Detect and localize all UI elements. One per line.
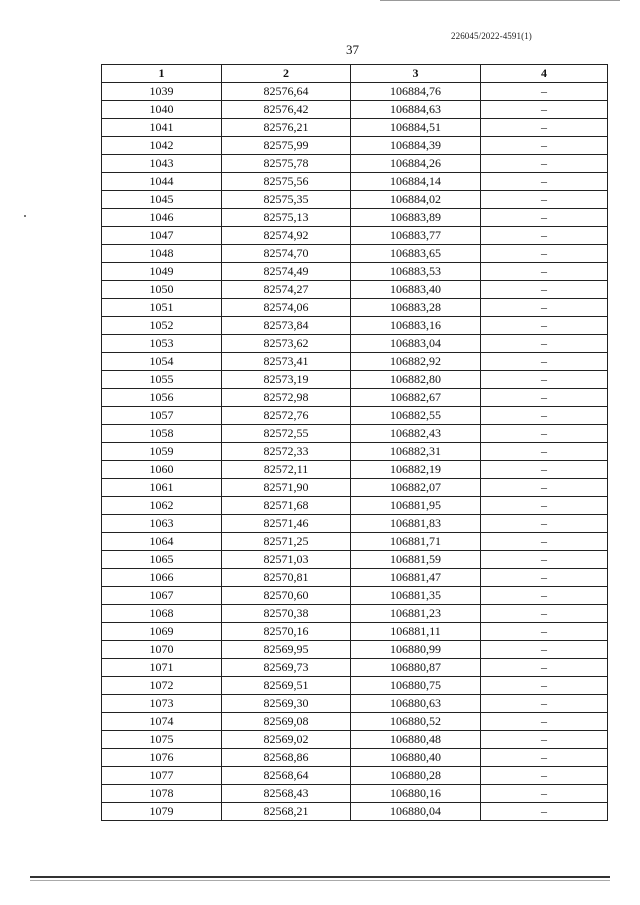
page-number: 37: [346, 42, 359, 57]
note-cell: –: [481, 803, 608, 821]
y-coordinate-cell: 106881,35: [351, 587, 481, 605]
note-cell: –: [481, 605, 608, 623]
y-coordinate-cell: 106884,63: [351, 101, 481, 119]
note-cell: –: [481, 281, 608, 299]
table-row: [102, 731, 608, 749]
note-cell: –: [481, 317, 608, 335]
table-row: [102, 479, 608, 497]
note-cell: –: [481, 515, 608, 533]
table-row: [102, 281, 608, 299]
point-number-cell: 1050: [102, 281, 222, 299]
x-coordinate-cell: 82574,27: [222, 281, 351, 299]
x-coordinate-cell: 82575,13: [222, 209, 351, 227]
note-cell: –: [481, 353, 608, 371]
point-number-cell: 1069: [102, 623, 222, 641]
note-cell: –: [481, 713, 608, 731]
point-number-cell: 1073: [102, 695, 222, 713]
note-cell: –: [481, 173, 608, 191]
table-row: [102, 569, 608, 587]
x-coordinate-cell: 82569,95: [222, 641, 351, 659]
table-header-row: [102, 65, 608, 83]
x-coordinate-cell: 82572,55: [222, 425, 351, 443]
y-coordinate-cell: 106880,28: [351, 767, 481, 785]
point-number-cell: 1039: [102, 83, 222, 101]
note-cell: –: [481, 551, 608, 569]
y-coordinate-cell: 106881,71: [351, 533, 481, 551]
point-number-cell: 1054: [102, 353, 222, 371]
note-cell: –: [481, 497, 608, 515]
x-coordinate-cell: 82574,06: [222, 299, 351, 317]
point-number-cell: 1043: [102, 155, 222, 173]
bottom-edge-line: [30, 876, 610, 878]
x-coordinate-cell: 82573,62: [222, 335, 351, 353]
scan-speck: [24, 215, 26, 217]
x-coordinate-cell: 82569,02: [222, 731, 351, 749]
note-cell: –: [481, 227, 608, 245]
point-number-cell: 1076: [102, 749, 222, 767]
x-coordinate-cell: 82571,46: [222, 515, 351, 533]
y-coordinate-cell: 106881,23: [351, 605, 481, 623]
x-coordinate-cell: 82568,64: [222, 767, 351, 785]
y-coordinate-cell: 106883,16: [351, 317, 481, 335]
x-coordinate-cell: 82568,43: [222, 785, 351, 803]
table-row: [102, 497, 608, 515]
table-row: [102, 119, 608, 137]
x-coordinate-cell: 82569,51: [222, 677, 351, 695]
y-coordinate-cell: 106883,77: [351, 227, 481, 245]
note-cell: –: [481, 371, 608, 389]
table-row: [102, 191, 608, 209]
x-coordinate-cell: 82571,25: [222, 533, 351, 551]
x-coordinate-cell: 82571,68: [222, 497, 351, 515]
x-coordinate-cell: 82573,41: [222, 353, 351, 371]
table-body: [102, 83, 608, 821]
note-cell: –: [481, 677, 608, 695]
point-number-cell: 1079: [102, 803, 222, 821]
point-number-cell: 1068: [102, 605, 222, 623]
note-cell: –: [481, 191, 608, 209]
point-number-cell: 1048: [102, 245, 222, 263]
y-coordinate-cell: 106882,80: [351, 371, 481, 389]
coordinates-table: [101, 64, 608, 821]
point-number-cell: 1066: [102, 569, 222, 587]
table-row: [102, 83, 608, 101]
point-number-cell: 1067: [102, 587, 222, 605]
y-coordinate-cell: 106880,40: [351, 749, 481, 767]
point-number-cell: 1042: [102, 137, 222, 155]
table-row: [102, 101, 608, 119]
y-coordinate-cell: 106882,31: [351, 443, 481, 461]
point-number-cell: 1058: [102, 425, 222, 443]
table-row: [102, 407, 608, 425]
column-header: 3: [351, 65, 481, 83]
y-coordinate-cell: 106882,19: [351, 461, 481, 479]
x-coordinate-cell: 82573,84: [222, 317, 351, 335]
point-number-cell: 1062: [102, 497, 222, 515]
note-cell: –: [481, 83, 608, 101]
point-number-cell: 1044: [102, 173, 222, 191]
note-cell: –: [481, 407, 608, 425]
x-coordinate-cell: 82574,49: [222, 263, 351, 281]
y-coordinate-cell: 106880,63: [351, 695, 481, 713]
point-number-cell: 1057: [102, 407, 222, 425]
note-cell: –: [481, 767, 608, 785]
x-coordinate-cell: 82575,99: [222, 137, 351, 155]
top-edge-line: [380, 0, 620, 1]
y-coordinate-cell: 106880,48: [351, 731, 481, 749]
x-coordinate-cell: 82571,90: [222, 479, 351, 497]
y-coordinate-cell: 106880,87: [351, 659, 481, 677]
note-cell: –: [481, 569, 608, 587]
table-row: [102, 299, 608, 317]
y-coordinate-cell: 106881,95: [351, 497, 481, 515]
y-coordinate-cell: 106881,11: [351, 623, 481, 641]
y-coordinate-cell: 106882,92: [351, 353, 481, 371]
y-coordinate-cell: 106882,43: [351, 425, 481, 443]
x-coordinate-cell: 82570,81: [222, 569, 351, 587]
table-row: [102, 713, 608, 731]
x-coordinate-cell: 82572,98: [222, 389, 351, 407]
table-row: [102, 587, 608, 605]
table-row: [102, 245, 608, 263]
x-coordinate-cell: 82573,19: [222, 371, 351, 389]
table-row: [102, 803, 608, 821]
y-coordinate-cell: 106883,65: [351, 245, 481, 263]
y-coordinate-cell: 106884,26: [351, 155, 481, 173]
point-number-cell: 1064: [102, 533, 222, 551]
point-number-cell: 1078: [102, 785, 222, 803]
y-coordinate-cell: 106880,99: [351, 641, 481, 659]
point-number-cell: 1049: [102, 263, 222, 281]
x-coordinate-cell: 82574,92: [222, 227, 351, 245]
table-row: [102, 695, 608, 713]
note-cell: –: [481, 335, 608, 353]
table-row: [102, 551, 608, 569]
note-cell: –: [481, 101, 608, 119]
point-number-cell: 1075: [102, 731, 222, 749]
table-row: [102, 641, 608, 659]
point-number-cell: 1061: [102, 479, 222, 497]
y-coordinate-cell: 106884,14: [351, 173, 481, 191]
table-row: [102, 227, 608, 245]
point-number-cell: 1059: [102, 443, 222, 461]
x-coordinate-cell: 82572,76: [222, 407, 351, 425]
note-cell: –: [481, 785, 608, 803]
x-coordinate-cell: 82569,73: [222, 659, 351, 677]
point-number-cell: 1077: [102, 767, 222, 785]
x-coordinate-cell: 82572,33: [222, 443, 351, 461]
table-row: [102, 749, 608, 767]
point-number-cell: 1074: [102, 713, 222, 731]
table-row: [102, 353, 608, 371]
note-cell: –: [481, 137, 608, 155]
note-cell: –: [481, 695, 608, 713]
table-row: [102, 677, 608, 695]
note-cell: –: [481, 749, 608, 767]
y-coordinate-cell: 106884,76: [351, 83, 481, 101]
table-row: [102, 371, 608, 389]
x-coordinate-cell: 82575,78: [222, 155, 351, 173]
x-coordinate-cell: 82576,42: [222, 101, 351, 119]
table-row: [102, 155, 608, 173]
x-coordinate-cell: 82572,11: [222, 461, 351, 479]
note-cell: –: [481, 425, 608, 443]
y-coordinate-cell: 106880,52: [351, 713, 481, 731]
point-number-cell: 1063: [102, 515, 222, 533]
table-row: [102, 263, 608, 281]
point-number-cell: 1070: [102, 641, 222, 659]
table-row: [102, 443, 608, 461]
note-cell: –: [481, 443, 608, 461]
y-coordinate-cell: 106880,75: [351, 677, 481, 695]
note-cell: –: [481, 533, 608, 551]
note-cell: –: [481, 587, 608, 605]
column-header: 1: [102, 65, 222, 83]
table-row: [102, 533, 608, 551]
note-cell: –: [481, 209, 608, 227]
point-number-cell: 1065: [102, 551, 222, 569]
note-cell: –: [481, 461, 608, 479]
note-cell: –: [481, 263, 608, 281]
x-coordinate-cell: 82570,38: [222, 605, 351, 623]
y-coordinate-cell: 106883,40: [351, 281, 481, 299]
x-coordinate-cell: 82568,86: [222, 749, 351, 767]
note-cell: –: [481, 299, 608, 317]
x-coordinate-cell: 82569,08: [222, 713, 351, 731]
x-coordinate-cell: 82570,60: [222, 587, 351, 605]
table-row: [102, 173, 608, 191]
point-number-cell: 1046: [102, 209, 222, 227]
note-cell: –: [481, 389, 608, 407]
table-row: [102, 209, 608, 227]
table-row: [102, 659, 608, 677]
point-number-cell: 1071: [102, 659, 222, 677]
table-row: [102, 515, 608, 533]
point-number-cell: 1041: [102, 119, 222, 137]
point-number-cell: 1053: [102, 335, 222, 353]
y-coordinate-cell: 106883,89: [351, 209, 481, 227]
y-coordinate-cell: 106883,28: [351, 299, 481, 317]
table-row: [102, 335, 608, 353]
point-number-cell: 1056: [102, 389, 222, 407]
table-row: [102, 461, 608, 479]
y-coordinate-cell: 106880,16: [351, 785, 481, 803]
y-coordinate-cell: 106882,67: [351, 389, 481, 407]
table-row: [102, 605, 608, 623]
note-cell: –: [481, 659, 608, 677]
note-cell: –: [481, 731, 608, 749]
x-coordinate-cell: 82575,35: [222, 191, 351, 209]
bottom-edge-line-faint: [30, 880, 610, 881]
x-coordinate-cell: 82568,21: [222, 803, 351, 821]
y-coordinate-cell: 106881,47: [351, 569, 481, 587]
x-coordinate-cell: 82575,56: [222, 173, 351, 191]
y-coordinate-cell: 106884,51: [351, 119, 481, 137]
y-coordinate-cell: 106881,83: [351, 515, 481, 533]
table-row: [102, 767, 608, 785]
note-cell: –: [481, 623, 608, 641]
note-cell: –: [481, 641, 608, 659]
x-coordinate-cell: 82576,64: [222, 83, 351, 101]
y-coordinate-cell: 106882,55: [351, 407, 481, 425]
table-row: [102, 623, 608, 641]
point-number-cell: 1072: [102, 677, 222, 695]
y-coordinate-cell: 106883,04: [351, 335, 481, 353]
y-coordinate-cell: 106881,59: [351, 551, 481, 569]
y-coordinate-cell: 106884,39: [351, 137, 481, 155]
column-header: 4: [481, 65, 608, 83]
y-coordinate-cell: 106883,53: [351, 263, 481, 281]
point-number-cell: 1047: [102, 227, 222, 245]
table-row: [102, 425, 608, 443]
document-id: 226045/2022-4591(1): [451, 31, 532, 41]
y-coordinate-cell: 106880,04: [351, 803, 481, 821]
table-row: [102, 785, 608, 803]
table-row: [102, 137, 608, 155]
x-coordinate-cell: 82574,70: [222, 245, 351, 263]
x-coordinate-cell: 82571,03: [222, 551, 351, 569]
note-cell: –: [481, 155, 608, 173]
point-number-cell: 1051: [102, 299, 222, 317]
y-coordinate-cell: 106884,02: [351, 191, 481, 209]
x-coordinate-cell: 82576,21: [222, 119, 351, 137]
point-number-cell: 1045: [102, 191, 222, 209]
note-cell: –: [481, 119, 608, 137]
x-coordinate-cell: 82570,16: [222, 623, 351, 641]
point-number-cell: 1055: [102, 371, 222, 389]
point-number-cell: 1052: [102, 317, 222, 335]
point-number-cell: 1040: [102, 101, 222, 119]
x-coordinate-cell: 82569,30: [222, 695, 351, 713]
table-row: [102, 317, 608, 335]
point-number-cell: 1060: [102, 461, 222, 479]
y-coordinate-cell: 106882,07: [351, 479, 481, 497]
table-row: [102, 389, 608, 407]
note-cell: –: [481, 479, 608, 497]
note-cell: –: [481, 245, 608, 263]
column-header: 2: [222, 65, 351, 83]
